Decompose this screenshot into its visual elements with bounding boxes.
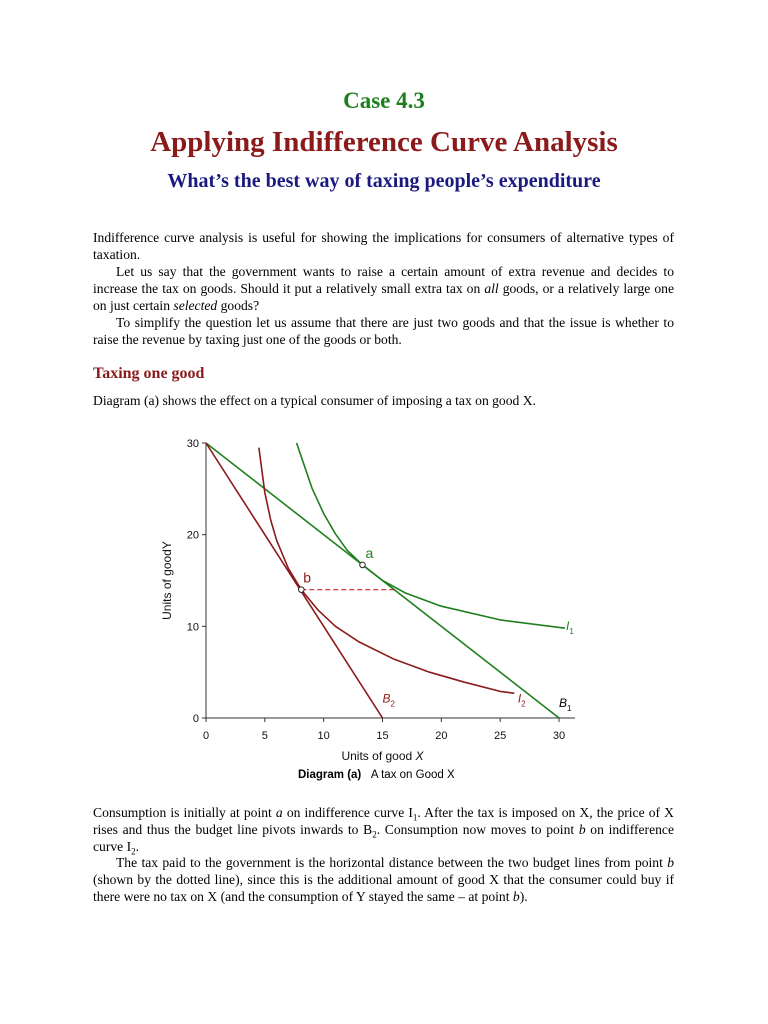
curve-label-b2: $B_2$ xyxy=(382,691,395,709)
y-axis-label: Units of goodY xyxy=(160,541,174,620)
intro-paragraph-3: To simplify the question let us assume that there are just two goods and that the issue is whether to raise the revenue by taxing just one of the goods or both. xyxy=(93,315,674,347)
emphasis-all: all xyxy=(484,281,499,296)
intro-paragraph-1: Indifference curve analysis is useful for showing the implications for consumers of alternative types of taxation. xyxy=(93,230,674,262)
curve-label-b1: $B_1$ xyxy=(559,696,572,713)
intro-paragraph-2: Let us say that the government wants to raise a certain amount of extra revenue and decides to increase the tax on goods. Should it put a relatively small extra tax on all goods, or a relatively large one on just certain selected goods? xyxy=(93,264,674,313)
caption-text: A tax on Good X xyxy=(370,769,455,781)
y-tick-label: 0 xyxy=(192,713,199,725)
section-heading: Taxing one good xyxy=(93,365,205,382)
point-label-b: b xyxy=(303,569,312,586)
body-paragraph-1: Consumption is initially at point a on indifference curve $I_1$. After the tax is imposed on X, the price of X rises and thus the budget line pivots inwards to $B_2$. Consumption now moves to point b on indifference curve $I_2$. xyxy=(93,805,674,857)
point-label-a: a xyxy=(365,544,374,561)
x-tick-label: 25 xyxy=(494,730,507,742)
point-b xyxy=(299,587,305,593)
page-subtitle: What’s the best way of taxing people’s expenditure xyxy=(167,170,601,192)
curve-label-i2: $I_2$ xyxy=(517,691,526,709)
x-tick-label: 30 xyxy=(552,730,566,742)
body-paragraph-2: The tax paid to the government is the horizontal distance between the two budget lines from point b (shown by the dotted line), since this is the additional amount of good X that the consumer could buy if there were no tax on X (and the consumption of Y stayed the same – at point b). xyxy=(93,855,674,904)
indifference-curve-chart xyxy=(150,430,600,770)
series-b2 xyxy=(206,443,383,718)
point-a xyxy=(360,562,366,568)
y-tick-label: 30 xyxy=(186,438,199,450)
page-title: Applying Indifference Curve Analysis xyxy=(150,126,618,158)
emphasis-selected: selected xyxy=(173,298,218,313)
x-tick-label: 10 xyxy=(317,730,330,742)
x-tick-label: 20 xyxy=(435,730,448,742)
x-tick-label: 0 xyxy=(202,730,210,742)
diagram-caption xyxy=(298,769,455,781)
y-tick-label: 20 xyxy=(186,529,199,542)
series-i1 xyxy=(297,443,565,628)
x-tick-label: 5 xyxy=(261,730,268,742)
x-tick-label: 15 xyxy=(376,730,389,742)
curve-label-i1: $I_1$ xyxy=(566,619,574,636)
section-lead: Diagram (a) shows the effect on a typical consumer of imposing a tax on good X. xyxy=(93,393,536,408)
x-axis-label: Units of good X xyxy=(341,749,424,763)
series-i2 xyxy=(259,448,514,694)
case-number: Case 4.3 xyxy=(343,88,425,113)
caption-label: Diagram (a) xyxy=(298,769,362,781)
y-tick-label: 10 xyxy=(186,621,199,634)
